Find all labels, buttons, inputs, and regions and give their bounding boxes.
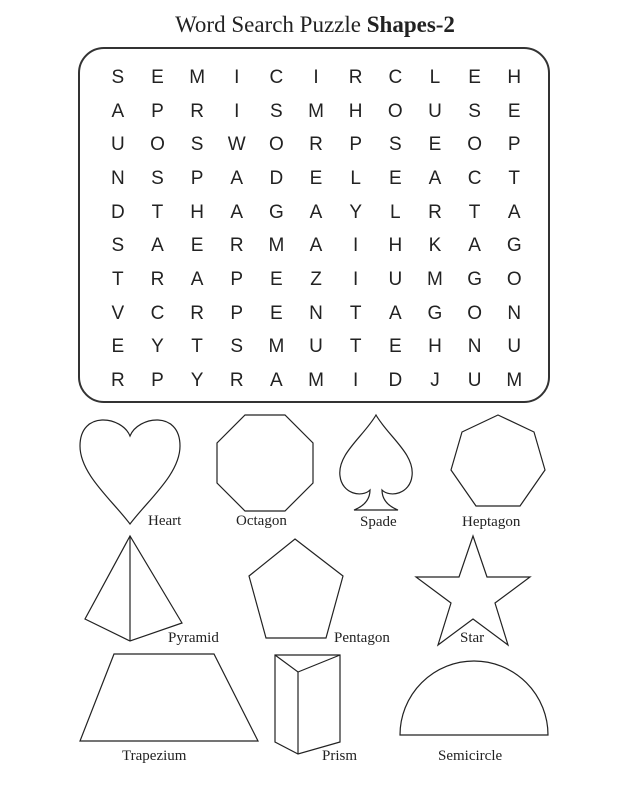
grid-letter: U: [110, 134, 125, 156]
prism-shape: [274, 654, 342, 756]
grid-letter: Y: [349, 201, 362, 223]
grid-letter: E: [309, 167, 323, 189]
title-prefix: Word Search Puzzle: [175, 12, 361, 37]
grid-letter: H: [507, 66, 522, 88]
grid-letter: A: [428, 167, 442, 189]
grid-letter: P: [230, 302, 244, 324]
grid-letter: M: [268, 336, 285, 358]
grid-letter: S: [270, 100, 283, 122]
grid-letter: E: [507, 100, 521, 122]
star-label: Star: [460, 630, 485, 646]
pyramid-label: Pyramid: [168, 630, 219, 646]
grid-letter: E: [190, 235, 204, 257]
semicircle-shape: [398, 659, 550, 737]
grid-letter: I: [353, 370, 359, 392]
grid-letter: U: [467, 370, 482, 392]
grid-letter: H: [190, 201, 204, 223]
grid-letter: G: [268, 201, 284, 223]
grid-letter: T: [151, 201, 164, 223]
grid-letter: C: [269, 66, 284, 88]
semicircle-label: Semicircle: [438, 748, 503, 764]
heart-shape: [78, 414, 184, 526]
grid-letter: D: [388, 370, 403, 392]
title-bold: Shapes-2: [366, 12, 455, 37]
grid-letter: T: [191, 336, 203, 358]
grid-letter: A: [151, 235, 164, 257]
grid-letter: A: [190, 268, 204, 290]
grid-row: [98, 95, 534, 129]
grid-letter: O: [506, 268, 522, 290]
grid-letter: U: [428, 100, 442, 122]
grid-letter: U: [309, 336, 323, 358]
grid-letter: O: [387, 100, 403, 122]
grid-row: [98, 297, 534, 331]
grid-letter: M: [308, 370, 324, 392]
grid-letter: A: [507, 201, 521, 223]
grid-letter: I: [353, 235, 359, 257]
grid-row: [98, 196, 534, 230]
grid-letter: R: [110, 370, 125, 392]
grid-letter: R: [190, 302, 204, 324]
grid-letter: T: [349, 302, 362, 324]
grid-row: [98, 331, 534, 365]
grid-letter: S: [190, 134, 204, 156]
grid-letter: A: [468, 235, 481, 257]
grid-letter: M: [308, 100, 324, 122]
grid-letter: S: [230, 336, 244, 358]
grid-letter: O: [150, 134, 165, 156]
heart-label: Heart: [148, 513, 182, 529]
grid-letter: G: [506, 235, 522, 257]
grid-letter: C: [388, 66, 403, 88]
grid-letter: L: [350, 167, 361, 189]
grid-letter: U: [507, 336, 522, 358]
grid-letter: T: [468, 201, 481, 223]
grid-letter: P: [151, 370, 164, 392]
grid-letter: S: [388, 134, 402, 156]
grid-letter: E: [270, 302, 283, 324]
grid-letter: R: [229, 370, 244, 392]
grid-letter: R: [229, 235, 244, 257]
word-search-grid: [98, 61, 534, 398]
grid-letter: M: [189, 66, 206, 88]
grid-letter: L: [390, 201, 401, 223]
grid-letter: O: [467, 302, 482, 324]
grid-letter: N: [309, 302, 323, 324]
grid-letter: R: [348, 66, 363, 88]
grid-letter: D: [269, 167, 284, 189]
grid-letter: Z: [310, 268, 322, 290]
grid-letter: R: [428, 201, 442, 223]
grid-letter: I: [313, 66, 319, 88]
grid-row: [98, 263, 534, 297]
grid-letter: E: [468, 66, 481, 88]
grid-letter: U: [388, 268, 403, 290]
grid-letter: P: [151, 100, 164, 122]
pentagon-label: Pentagon: [334, 630, 390, 646]
grid-letter: A: [309, 201, 323, 223]
grid-letter: M: [506, 370, 523, 392]
grid-letter: L: [429, 66, 441, 88]
grid-row: [98, 364, 534, 398]
grid-letter: E: [111, 336, 125, 358]
grid-letter: V: [111, 302, 125, 324]
grid-letter: K: [428, 235, 442, 257]
grid-letter: T: [112, 268, 124, 290]
grid-letter: E: [151, 66, 164, 88]
grid-letter: R: [190, 100, 204, 122]
grid-letter: P: [230, 268, 244, 290]
grid-letter: T: [508, 167, 521, 189]
grid-letter: A: [309, 235, 323, 257]
grid-letter: W: [227, 134, 246, 156]
grid-letter: S: [111, 66, 125, 88]
page-title: [0, 12, 630, 38]
grid-row: [98, 128, 534, 162]
grid-letter: M: [268, 235, 285, 257]
spade-label: Spade: [360, 514, 397, 530]
pyramid-shape: [84, 535, 184, 643]
grid-letter: E: [428, 134, 442, 156]
grid-letter: G: [427, 302, 443, 324]
grid-letter: H: [348, 100, 363, 122]
grid-letter: H: [388, 235, 403, 257]
grid-letter: Y: [151, 336, 164, 358]
grid-letter: J: [430, 370, 440, 392]
grid-letter: A: [230, 167, 244, 189]
grid-row: [98, 162, 534, 196]
grid-letter: S: [468, 100, 481, 122]
grid-letter: C: [467, 167, 482, 189]
grid-letter: N: [507, 302, 522, 324]
grid-letter: I: [353, 268, 359, 290]
grid-letter: P: [349, 134, 362, 156]
grid-letter: G: [467, 268, 482, 290]
grid-letter: N: [467, 336, 482, 358]
trapezium-shape: [78, 653, 260, 743]
word-search-grid-box: [78, 47, 550, 403]
pentagon-shape: [248, 538, 346, 640]
grid-letter: T: [349, 336, 362, 358]
grid-letter: S: [111, 235, 125, 257]
grid-letter: E: [270, 268, 283, 290]
grid-letter: M: [427, 268, 443, 290]
octagon-label: Octagon: [236, 513, 287, 529]
grid-letter: H: [428, 336, 442, 358]
spade-shape: [336, 414, 416, 514]
trapezium-label: Trapezium: [122, 748, 187, 764]
grid-letter: I: [234, 100, 240, 122]
grid-letter: S: [151, 167, 164, 189]
grid-letter: A: [270, 370, 283, 392]
grid-letter: R: [150, 268, 165, 290]
grid-letter: D: [110, 201, 125, 223]
grid-letter: A: [230, 201, 244, 223]
grid-letter: C: [150, 302, 165, 324]
grid-letter: O: [268, 134, 284, 156]
grid-letter: I: [234, 66, 240, 88]
octagon-shape: [216, 414, 314, 512]
heptagon-label: Heptagon: [462, 514, 521, 530]
grid-letter: A: [111, 100, 125, 122]
grid-letter: O: [467, 134, 482, 156]
grid-row: [98, 61, 534, 95]
grid-letter: A: [388, 302, 402, 324]
grid-letter: P: [190, 167, 204, 189]
grid-letter: N: [110, 167, 125, 189]
grid-letter: E: [388, 167, 402, 189]
grid-row: [98, 229, 534, 263]
grid-letter: R: [309, 134, 323, 156]
grid-letter: Y: [190, 370, 204, 392]
grid-letter: E: [388, 336, 402, 358]
prism-label: Prism: [322, 748, 358, 764]
grid-letter: P: [507, 134, 521, 156]
heptagon-shape: [450, 414, 546, 508]
